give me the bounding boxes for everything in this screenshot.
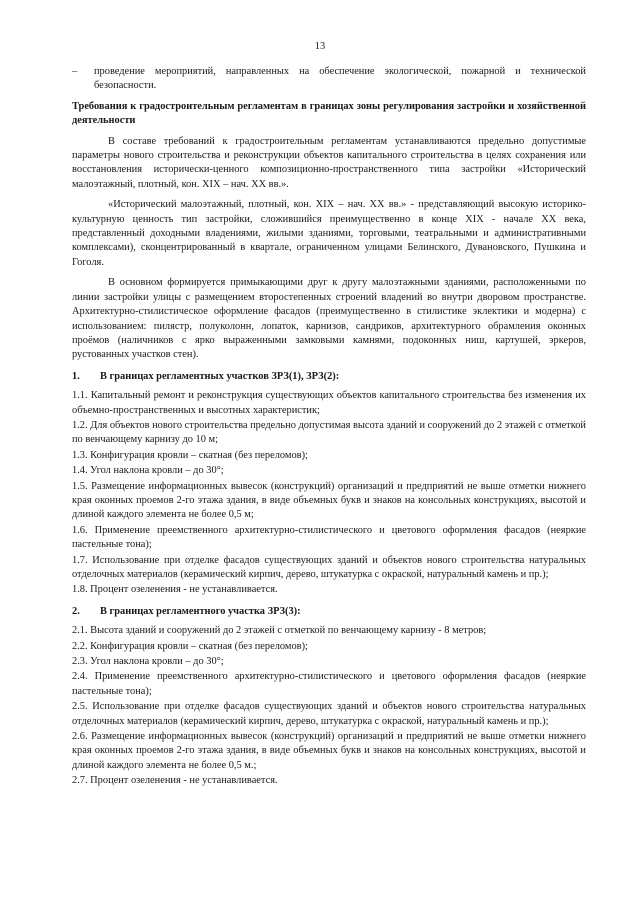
list-dash: – [72, 66, 78, 77]
list-item: 1.7. Использование при отделке фасадов существующих зданий и объектов нового строительства натуральных отделочных материалов (керамический кирпич, дерево, штукатурка с окраской, натуральный камень и пр.); [72, 554, 586, 580]
list-item: 2.1. Высота зданий и сооружений до 2 этажей с отметкой по венчающему карнизу - 8 метров; [72, 625, 487, 637]
page-content [72, 65, 586, 790]
page-number: 13 [314, 41, 326, 52]
section-heading: Требования к градостроительным регламентам в границах зоны регулирования застройки и хозяйственной деятельности [72, 100, 586, 127]
paragraph: В составе требований к градостроительным регламентам устанавливаются предельно допустимые параметры нового строительства и реконструкции объектов капитального строительства в целях сохранения или восстановления исторически-ценного композиционно-пространственного типа застройки «Исторический малоэтажный, плотный, кон. XIX – нач. XX вв.». [72, 135, 586, 190]
list-item-text: проведение мероприятий, направленных на обеспечение экологической, пожарной и технической безопасности. [94, 66, 586, 92]
list-item: 2.2. Конфигурация кровли – скатная (без переломов); [72, 640, 308, 652]
section-1-heading [72, 370, 586, 384]
list-item: 2.5. Использование при отделке фасадов существующих зданий и объектов нового строительства натуральных отделочных материалов (керамический кирпич, дерево, штукатурка с окраской, натуральный камень и пр.); [72, 701, 586, 727]
section-2-number: 2. [72, 605, 80, 617]
list-item: 1.2. Для объектов нового строительства предельно допустимая высота зданий и сооружений до 2 этажей с отметкой по венчающему карнизу до 10 м; [72, 419, 586, 446]
list-item: 1.6. Применение преемственного архитектурно-стилистического и цветового оформления фасадов (неяркие пастельные тона); [72, 524, 586, 551]
list-item: 1.3. Конфигурация кровли – скатная (без переломов); [72, 449, 308, 461]
section-1-title: В границах регламентных участков ЗРЗ(1), ЗРЗ(2): [100, 370, 340, 382]
list-item: 1.4. Угол наклона кровли – до 30°; [72, 465, 224, 477]
section-2-heading [72, 605, 586, 619]
list-item: 2.6. Размещение информационных вывесок (конструкций) организаций и предприятий не выше отметки нижнего края оконных проемов 2-го этажа здания, в виде объемных букв и знаков на консольных конструкциях, высотой и длиной каждого элемента не более 0,5 м.; [72, 731, 586, 771]
list-item: 1.5. Размещение информационных вывесок (конструкций) организаций и предприятий не выше отметки нижнего края оконных проемов 2-го этажа здания, в виде объемных букв и знаков на консольных конструкциях, высотой и длиной каждого элемента не более 0,5 м; [72, 480, 586, 521]
section-2-title: В границах регламентного участка ЗРЗ(3): [100, 605, 301, 617]
list-item: 1.1. Капитальный ремонт и реконструкция существующих объектов капитального строительства без изменения их объемно-пространственных и высотных характеристик; [72, 390, 586, 416]
paragraph: «Исторический малоэтажный, плотный, кон. XIX – нач. XX вв.» - представляющий высокую историко-культурную ценность тип застройки, сложившийся преимущественно в конце XIX - начале XX века, представленный доходными владениями, жилыми зданиями, торговыми, театральными и административными комплексами), сконцентрированный в квартале, ограниченном улицами Белинского, Дувановского, Пушкина и Гоголя. [72, 199, 586, 268]
list-item: 2.4. Применение преемственного архитектурно-стилистического и цветового оформления фасадов (неяркие пастельные тона); [72, 671, 586, 697]
section-1-number: 1. [72, 370, 80, 382]
paragraph: В основном формируется примыкающими друг к другу малоэтажными зданиями, расположенными по линии застройки улицы с размещением второстепенных строений владений во внутри дворовом пространстве. Архитектурно-стилистическое оформление фасадов (преимущественно в стилистике эклектики и модерна) с использованием: пилястр, полуколонн, лопаток, карнизов, сандриков, архитектурного обрамления оконных проёмов (наличников с ярко выраженными замковыми камнями, подоконных ниш, картушей, эркеров, рустованных участков стен). [72, 277, 586, 361]
list-item: 1.8. Процент озеленения - не устанавливается. [72, 584, 278, 596]
list-item: 2.3. Угол наклона кровли – до 30°; [72, 656, 224, 668]
list-item [72, 65, 586, 94]
list-item: 2.7. Процент озеленения - не устанавливается. [72, 775, 278, 787]
